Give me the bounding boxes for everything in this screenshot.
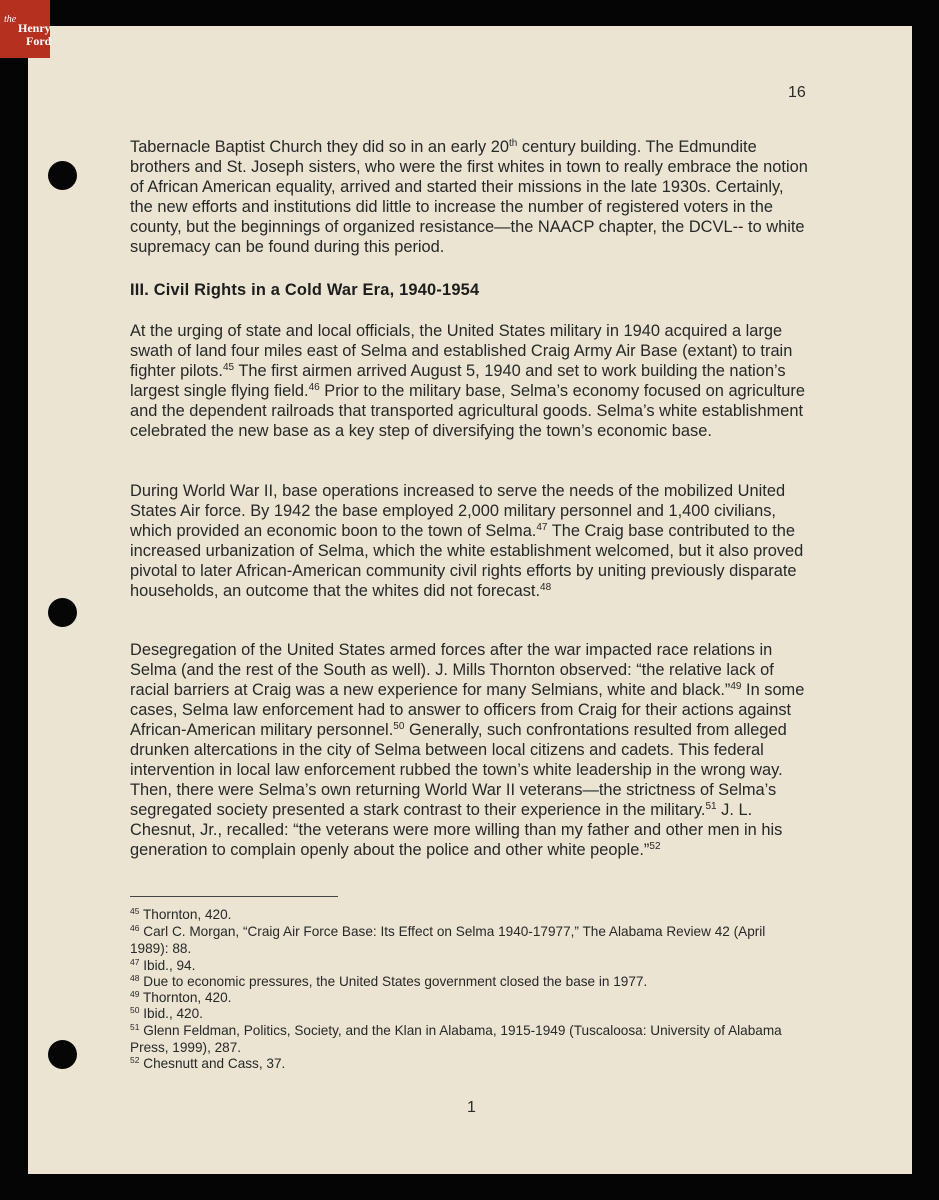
paragraph-1: Tabernacle Baptist Church they did so in an early 20th century building. The Edmundite brothers and St. Joseph sisters, who were the first whites in town to really embrace the notion of African American equality, arrived and started their missions in the late 1930s. Certainly, the new efforts and institutions did little to increase the number of registered voters in the county, but the beginnings of organized resistance—the NAACP chapter, the DCVL-- to white supremacy can be found during this period.	[130, 138, 808, 256]
page-number-bottom: 1	[467, 1099, 476, 1116]
footnote-51: $^{51}$ Glenn Feldman, Politics, Society, and the Klan in Alabama, 1915-1949 (Tuscaloosa: University of Alabama Press, 1999), 287.	[130, 1022, 782, 1055]
footnote-48: $^{48}$ Due to economic pressures, the United States government closed the base in 1977.	[130, 973, 648, 989]
paragraph-3: During World War II, base operations increased to serve the needs of the mobilized United States Air force. By 1942 the base employed 2,000 military personnel and 1,400 civilians, which provided an economic boon to the town of Selma.$^{47}$ The Craig base contributed to the increased urbanization of Selma, which the white establishment welcomed, but it also proved pivotal to later African-American community civil rights efforts by uniting previously disparate households, an outcome that the whites did not forecast.$^{48}$	[130, 482, 804, 600]
logo-ford: Ford	[26, 34, 52, 48]
section-heading: III. Civil Rights in a Cold War Era, 1940-1954	[130, 281, 480, 299]
footnote-45: $^{45}$ Thornton, 420.	[130, 906, 232, 922]
punch-hole-bottom	[48, 1040, 77, 1069]
henry-ford-logo	[0, 0, 50, 58]
footnote-50: $^{50}$ Ibid., 420.	[130, 1005, 203, 1021]
footnote-52: $^{52}$ Chesnutt and Cass, 37.	[130, 1055, 286, 1071]
footnote-divider	[130, 896, 338, 897]
footnote-47: $^{47}$ Ibid., 94.	[130, 957, 196, 973]
paragraph-4: Desegregation of the United States armed forces after the war impacted race relations in Selma (and the rest of the South as well). J. Mills Thornton observed: “the relative lack of racial barriers at Craig was a new experience for many Selmians, white and black.”$^{49}$ In some cases, Selma law enforcement had to answer to officers from Craig for their actions against African-American military personnel.$^{50}$ Generally, such confrontations resulted from alleged drunken altercations in the city of Selma between local citizens and cadets. This federal intervention in local law enforcement rubbed the town’s white leadership in the wrong way. Then, there were Selma’s own returning World War II veterans—the strictness of Selma’s segregated society presented a stark contrast to their experience in the military.$^{51}$ J. L. Chesnut, Jr., recalled: “the veterans were more willing than my father and other men in his generation to complain openly about the police and other white people.”$^{52}$	[130, 641, 805, 859]
paragraph-2: At the urging of state and local officials, the United States military in 1940 acquired a large swath of land four miles east of Selma and established Craig Army Air Base (extant) to train fighter pilots.$^{45}$ The first airmen arrived August 5, 1940 and set to work building the nation’s largest single flying field.$^{46}$ Prior to the military base, Selma’s economy focused on agriculture and the dependent railroads that transported agricultural goods. Selma’s white establishment celebrated the new base as a key step of diversifying the town’s economic base.	[130, 322, 805, 440]
footnote-46: $^{46}$ Carl C. Morgan, “Craig Air Force Base: Its Effect on Selma 1940-17977,” The Alabama Review 42 (April 1989): 88.	[130, 923, 766, 956]
page-number-top: 16	[788, 84, 806, 101]
footnote-49: $^{49}$ Thornton, 420.	[130, 989, 232, 1005]
punch-hole-middle	[48, 598, 77, 627]
logo-the: the	[4, 14, 17, 25]
punch-hole-top	[48, 161, 77, 190]
logo-henry: Henry	[18, 21, 51, 35]
